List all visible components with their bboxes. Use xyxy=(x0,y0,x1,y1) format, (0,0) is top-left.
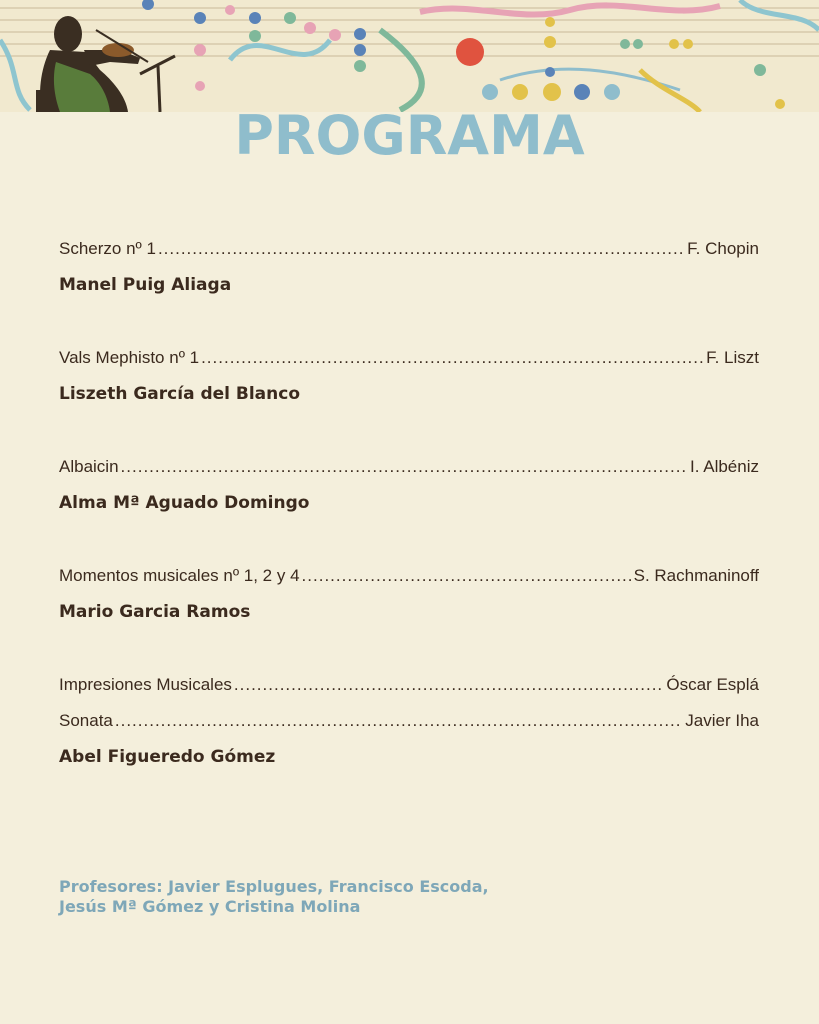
program-entry xyxy=(59,566,759,622)
composer-name: S. Rachmaninoff xyxy=(633,566,759,585)
composer-name: Óscar Esplá xyxy=(666,675,759,694)
page-title: PROGRAMA xyxy=(234,104,585,167)
program-line xyxy=(59,711,759,735)
composer-name: F. Liszt xyxy=(706,348,759,367)
composer-name: I. Albéniz xyxy=(690,457,759,476)
performer-name: Manel Puig Aliaga xyxy=(59,275,232,295)
dot-leader xyxy=(115,711,683,731)
work-title: Albaicin xyxy=(59,457,119,476)
program-line xyxy=(59,348,759,372)
work-title: Vals Mephisto nº 1 xyxy=(59,348,200,367)
music-banner-illustration xyxy=(0,0,819,112)
dot-leader xyxy=(121,457,688,477)
program-entry xyxy=(59,675,759,767)
work-title: Impresiones Musicales xyxy=(59,675,232,694)
performer-name: Mario Garcia Ramos xyxy=(59,602,251,622)
header-banner xyxy=(0,0,819,112)
program-entry xyxy=(59,348,759,404)
dot-leader xyxy=(302,566,632,586)
work-title: Scherzo nº 1 xyxy=(59,239,156,258)
teachers-credit xyxy=(59,877,489,917)
program-line xyxy=(59,457,759,481)
composer-name: Javier Iha xyxy=(685,711,759,730)
dot-leader xyxy=(201,348,704,368)
teachers-line: Profesores: Javier Esplugues, Francisco Escoda, xyxy=(59,877,489,896)
performer-name: Alma Mª Aguado Domingo xyxy=(59,493,310,513)
work-title: Sonata xyxy=(59,711,113,730)
performer-name: Abel Figueredo Gómez xyxy=(59,747,276,767)
dot-leader xyxy=(158,239,685,259)
program-line xyxy=(59,566,759,590)
dot-leader xyxy=(234,675,665,695)
program-entry xyxy=(59,239,759,295)
program-line xyxy=(59,675,759,699)
work-title: Momentos musicales nº 1, 2 y 4 xyxy=(59,566,300,585)
teachers-line: Jesús Mª Gómez y Cristina Molina xyxy=(59,897,361,916)
composer-name: F. Chopin xyxy=(687,239,759,258)
performer-name: Liszeth García del Blanco xyxy=(59,384,301,404)
program-line xyxy=(59,239,759,263)
program-entry xyxy=(59,457,759,513)
